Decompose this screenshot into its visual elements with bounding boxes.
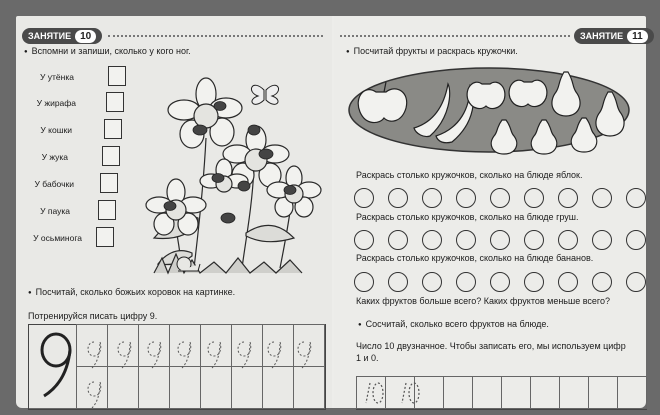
task-count-fruits-instruction: ● Посчитай фрукты и раскрась кружочки. [346,46,518,56]
animal-label-beetle: У жука [41,152,68,162]
lesson-tab-number: 11 [627,30,648,43]
color-circle[interactable] [626,272,646,292]
task-ladybugs-instruction: ● Посчитай, сколько божьих коровок на картинке. [28,287,235,297]
more-less-question: Каких фруктов больше всего? Каких фруктов меньше всего? [356,296,611,306]
color-circle[interactable] [354,272,374,292]
animal-label-giraffe: У жирафа [36,98,76,108]
two-digit-note-line2: 1 и 0. [356,353,379,363]
answer-box-octopus[interactable] [96,227,114,247]
color-circle[interactable] [558,272,578,292]
color-circle[interactable] [354,188,374,208]
color-circle[interactable] [422,230,442,250]
color-bananas-instruction: Раскрась столько кружочков, сколько на блюде бананов. [356,253,594,263]
right-page [334,16,646,408]
lesson-tab-word: ЗАНЯТИЕ [28,31,72,41]
task-total-fruits-instruction: ● Сосчитай, сколько всего фруктов на блюде. [358,319,549,329]
color-circle[interactable] [592,188,612,208]
color-circle[interactable] [490,188,510,208]
header-dotted-rule [108,35,323,37]
fruit-plate-illustration [344,62,634,162]
color-circle[interactable] [524,272,544,292]
answer-box-giraffe[interactable] [106,92,124,112]
ten-practice-cell[interactable] [530,376,560,409]
color-circle[interactable] [456,272,476,292]
color-apples-instruction: Раскрась столько кружочков, сколько на блюде яблок. [356,170,583,180]
left-page [16,16,332,408]
flowers-ladybugs-illustration [134,68,324,278]
color-circle[interactable] [388,230,408,250]
two-digit-note-line1: Число 10 двузначное. Чтобы записать его, мы используем цифр [356,341,626,351]
color-pears-instruction: Раскрась столько кружочков, сколько на блюде груш. [356,212,579,222]
lesson-tab-number: 10 [75,30,96,43]
animal-label-butterfly: У бабочки [34,179,74,189]
animal-label-spider: У паука [40,206,70,216]
header-dotted-rule [340,35,570,37]
task-digit-practice-instruction: Потренируйся писать цифру 9. [28,311,158,321]
color-circle[interactable] [558,188,578,208]
ten-practice-cell[interactable] [588,376,618,409]
color-circle[interactable] [490,230,510,250]
ten-practice-cell[interactable] [501,376,531,409]
lesson-tab-11 [574,28,654,44]
answer-box-beetle[interactable] [102,146,120,166]
color-circle[interactable] [626,188,646,208]
color-circle[interactable] [524,230,544,250]
answer-box-spider[interactable] [98,200,116,220]
digit-nine-tracing-row [80,330,320,410]
task-legs-instruction: ● Вспомни и запиши, сколько у кого ног. [24,46,191,56]
answer-box-duckling[interactable] [108,66,126,86]
color-circle[interactable] [592,230,612,250]
color-circle[interactable] [456,230,476,250]
apple-icon [509,80,547,106]
ten-practice-cell[interactable] [617,376,647,409]
answer-box-cat[interactable] [104,119,122,139]
color-circle[interactable] [626,230,646,250]
number-ten-tracing [364,379,484,407]
animal-label-octopus: У осьминога [33,233,82,243]
color-circle[interactable] [354,230,374,250]
answer-box-butterfly[interactable] [100,173,118,193]
color-circle[interactable] [422,188,442,208]
animal-label-duckling: У утёнка [40,72,74,82]
color-circle[interactable] [490,272,510,292]
color-circle[interactable] [388,188,408,208]
animal-label-cat: У кошки [40,125,72,135]
color-circle[interactable] [524,188,544,208]
color-circle[interactable] [388,272,408,292]
color-circle[interactable] [558,230,578,250]
color-circle[interactable] [592,272,612,292]
lesson-tab-10 [22,28,102,44]
ten-practice-cell[interactable] [559,376,589,409]
apple-icon [358,89,406,123]
color-circle[interactable] [456,188,476,208]
apple-icon [467,82,505,108]
color-circle[interactable] [422,272,442,292]
lesson-tab-word: ЗАНЯТИЕ [580,31,624,41]
